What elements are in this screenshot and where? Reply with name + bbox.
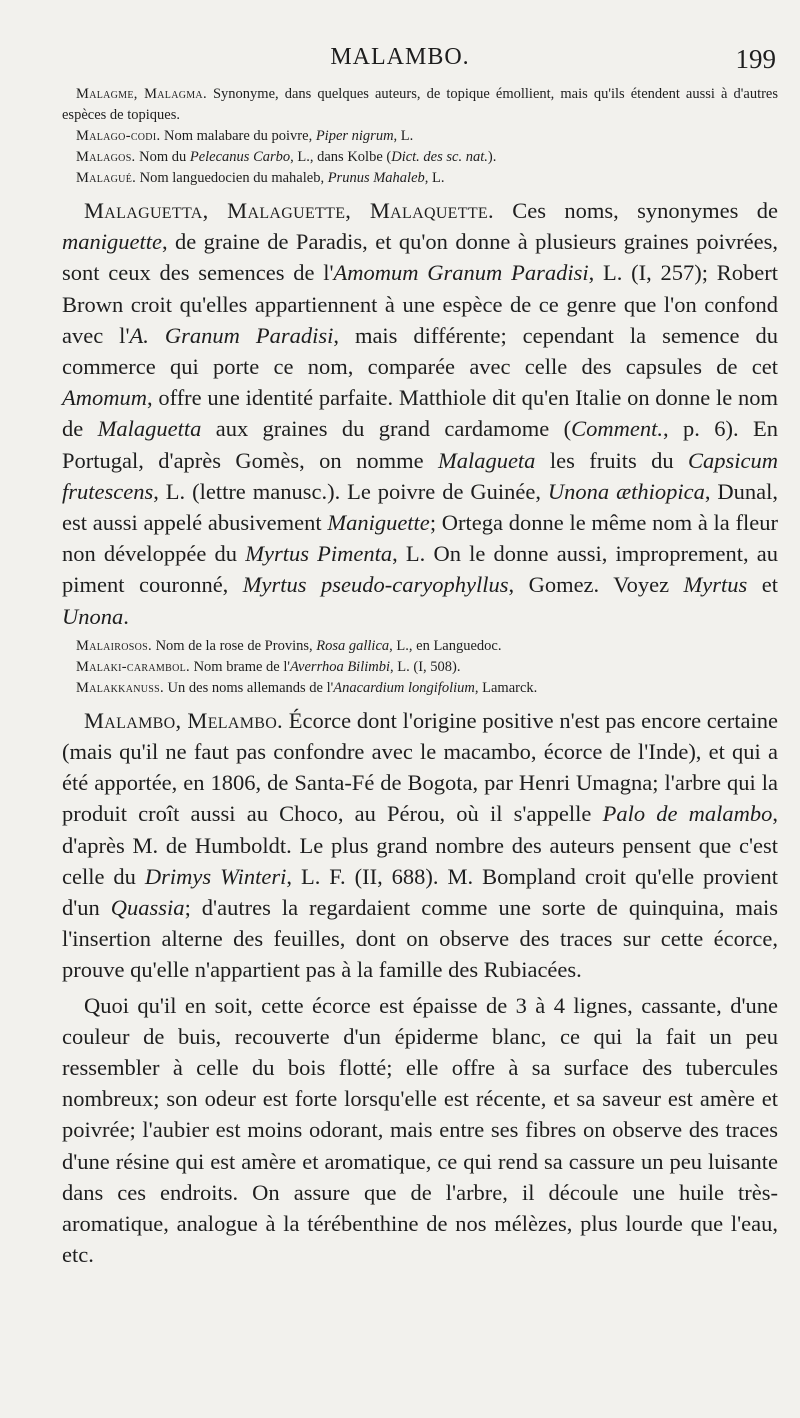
text-run: . <box>123 603 129 629</box>
entry-head: Malambo, Melambo. <box>84 707 283 733</box>
entry-malagos <box>62 147 778 168</box>
italic-run: Malagueta <box>437 447 536 473</box>
text-run: Écorce dont l'origine positive n'est pas encore certaine (mais qu'il ne faut pas confondre avec le macambo, écorce de l'Inde), et qui a été apportée, en 1806, de Santa-Fé de Bogota, par Henri Umagna; l'arbre qui la produit croît aussi au Choco, au Pérou, où il s'appelle <box>62 707 778 827</box>
entry-malambo-description: Quoi qu'il en soit, cette écorce est épaisse de 3 à 4 lignes, cassante, d'une couleur de buis, recouverte d'un épiderme blanc, ce qui la fait un peu ressembler à celle du bois flotté; elle offre à sa surface des tubercules nombreux; son odeur est forte lorsqu'elle est récente, et sa saveur est amère et poivrée; l'aubier est moins odorant, mais entre ses fibres on observe des traces d'une résine qui est amère et aromatique, ce qui rend sa cassure un peu luisante dans ces endroits. On assure que de l'arbre, il découle une huile très-aromatique, analogue à la térébenthine de nos mélèzes, plus lourde que l'eau, etc. <box>62 992 778 1268</box>
italic-run: Palo de malambo <box>602 801 773 827</box>
italic-run: Amomum <box>62 385 147 411</box>
entry-malagme <box>62 84 778 126</box>
entry-tail: , L. (I, 508). <box>390 658 461 675</box>
entry-reference: Dict. des sc. nat. <box>391 149 488 165</box>
italic-run: Unona <box>62 603 124 629</box>
text-run: Ces noms, synonymes de <box>493 198 778 223</box>
text-run: , Dunal, est aussi appelé abusivement <box>62 478 778 536</box>
entry-latin-name: Pelecanus Carbo <box>189 149 291 165</box>
italic-run: Unona æthiopica <box>547 478 705 504</box>
text-run: , d'après M. de Humboldt. Le plus grand nombre des auteurs pensent que c'est celle du <box>62 801 779 889</box>
text-run: , offre une identité parfaite. Matthiole dit qu'en Italie on donne le nom de <box>62 385 778 442</box>
entry-malaguetta <box>62 195 778 632</box>
italic-run: Comment. <box>571 416 664 442</box>
italic-run: maniguette <box>62 229 162 255</box>
text-run: , mais différente; cependant la semence du commerce qui porte ce nom, comparée avec celle des capsules de cet <box>62 322 779 380</box>
entry-text: Nom brame de l' <box>189 658 290 675</box>
entry-latin-name: Rosa gallica <box>316 637 390 654</box>
entry-latin-name: Averrhoa Bilimbi <box>290 658 391 675</box>
entry-latin-name: Prunus Mahaleb <box>327 170 425 186</box>
text-run: les fruits du <box>535 447 688 473</box>
entry-text: Nom de la rose de Provins, <box>151 637 317 654</box>
text-run: ; Ortega donne le même nom à la fleur non développée du <box>62 510 778 567</box>
entry-head: Malagos. <box>76 149 136 165</box>
entry-tail: , L. <box>393 128 414 144</box>
italic-run: Malaguetta <box>97 416 202 442</box>
text-run: ; d'autres la regardaient comme une sorte de quinquina, mais l'insertion alterne des feuilles, dont on observe des traces sur cette écorce, prouve qu'elle n'appartient pas à la famille des Rubiacées. <box>62 895 778 983</box>
entry-malaki-carambol <box>62 657 778 678</box>
entry-tail: , L. <box>424 170 445 186</box>
entry-head: Malagme, Malagma. <box>76 86 207 102</box>
italic-run: Myrtus <box>683 572 748 598</box>
page-body <box>62 84 778 1275</box>
page-title: MALAMBO. <box>330 44 470 70</box>
italic-run: Myrtus Pimenta <box>245 541 393 567</box>
entry-text: Nom du <box>135 149 190 165</box>
italic-run: Myrtus pseudo-caryophyllus <box>242 572 509 598</box>
entry-malairosos <box>62 636 778 657</box>
entry-latin-name: Anacardium longifolium <box>333 679 475 696</box>
text-run: , L. F. (II, 688). M. Bompland croit qu'elle provient d'un <box>62 863 779 921</box>
entry-head: Malagué. <box>76 170 137 186</box>
entry-malambo <box>62 705 778 986</box>
italic-run: Capsicum frutescens <box>62 447 778 504</box>
entry-text: Synonyme, dans quelques auteurs, de topique émollient, mais qu'ils étendent aussi à d'autres espèces de topiques. <box>62 86 779 123</box>
entry-head: Malago-codi. <box>76 128 161 144</box>
italic-run: A. Granum Paradisi <box>129 322 334 348</box>
italic-run: Maniguette <box>327 510 430 536</box>
entry-tail: , Lamarck. <box>474 679 538 696</box>
entry-latin-name: Piper nigrum <box>315 128 394 144</box>
italic-run: Amomum Granum Paradisi <box>333 260 589 286</box>
italic-run: Quassia <box>110 895 185 921</box>
page-number: 199 <box>735 44 776 74</box>
text-run: , p. 6). En Portugal, d'après Gomès, on nomme <box>62 416 778 473</box>
entry-text: Un des noms allemands de l' <box>163 679 334 696</box>
text-run: et <box>747 572 778 598</box>
entry-malago-codi <box>62 126 778 147</box>
text-run: aux graines du grand cardamome ( <box>201 416 572 442</box>
entry-malague <box>62 168 778 189</box>
text-run: , L. On le donne aussi, improprement, au piment couronné, <box>62 541 778 598</box>
short-entries-group-2 <box>62 636 778 699</box>
entry-tail: ). <box>487 149 497 165</box>
running-header <box>0 44 800 84</box>
text-run: , de graine de Paradis, et qu'on donne à plusieurs graines poivrées, sont ceux des semences de l' <box>62 229 778 286</box>
entry-text: Nom malabare du poivre, <box>160 128 316 144</box>
entry-text: Nom languedocien du mahaleb, <box>136 170 328 186</box>
entry-malakkanuss <box>62 678 778 699</box>
entry-head: Malaki-carambol. <box>76 658 190 675</box>
entry-head: Malakkanuss. <box>76 679 164 696</box>
text-run: , Gomez. Voyez <box>508 572 684 598</box>
entry-tail: , L., en Languedoc. <box>389 637 502 654</box>
short-entries-group-1 <box>62 84 778 189</box>
text-run: , L. (I, 257); Robert Brown croit qu'elles appartiennent à une espèce de ce genre que l'on confond avec l' <box>62 260 778 348</box>
entry-mid: , L., dans Kolbe ( <box>290 149 392 165</box>
entry-head: Malairosos. <box>76 637 152 654</box>
text-run: , L. (lettre manusc.). Le poivre de Guinée, <box>153 478 548 504</box>
italic-run: Drimys Winteri <box>144 863 287 889</box>
entry-head: Malaguetta, Malaguette, Malaquette. <box>84 198 494 223</box>
